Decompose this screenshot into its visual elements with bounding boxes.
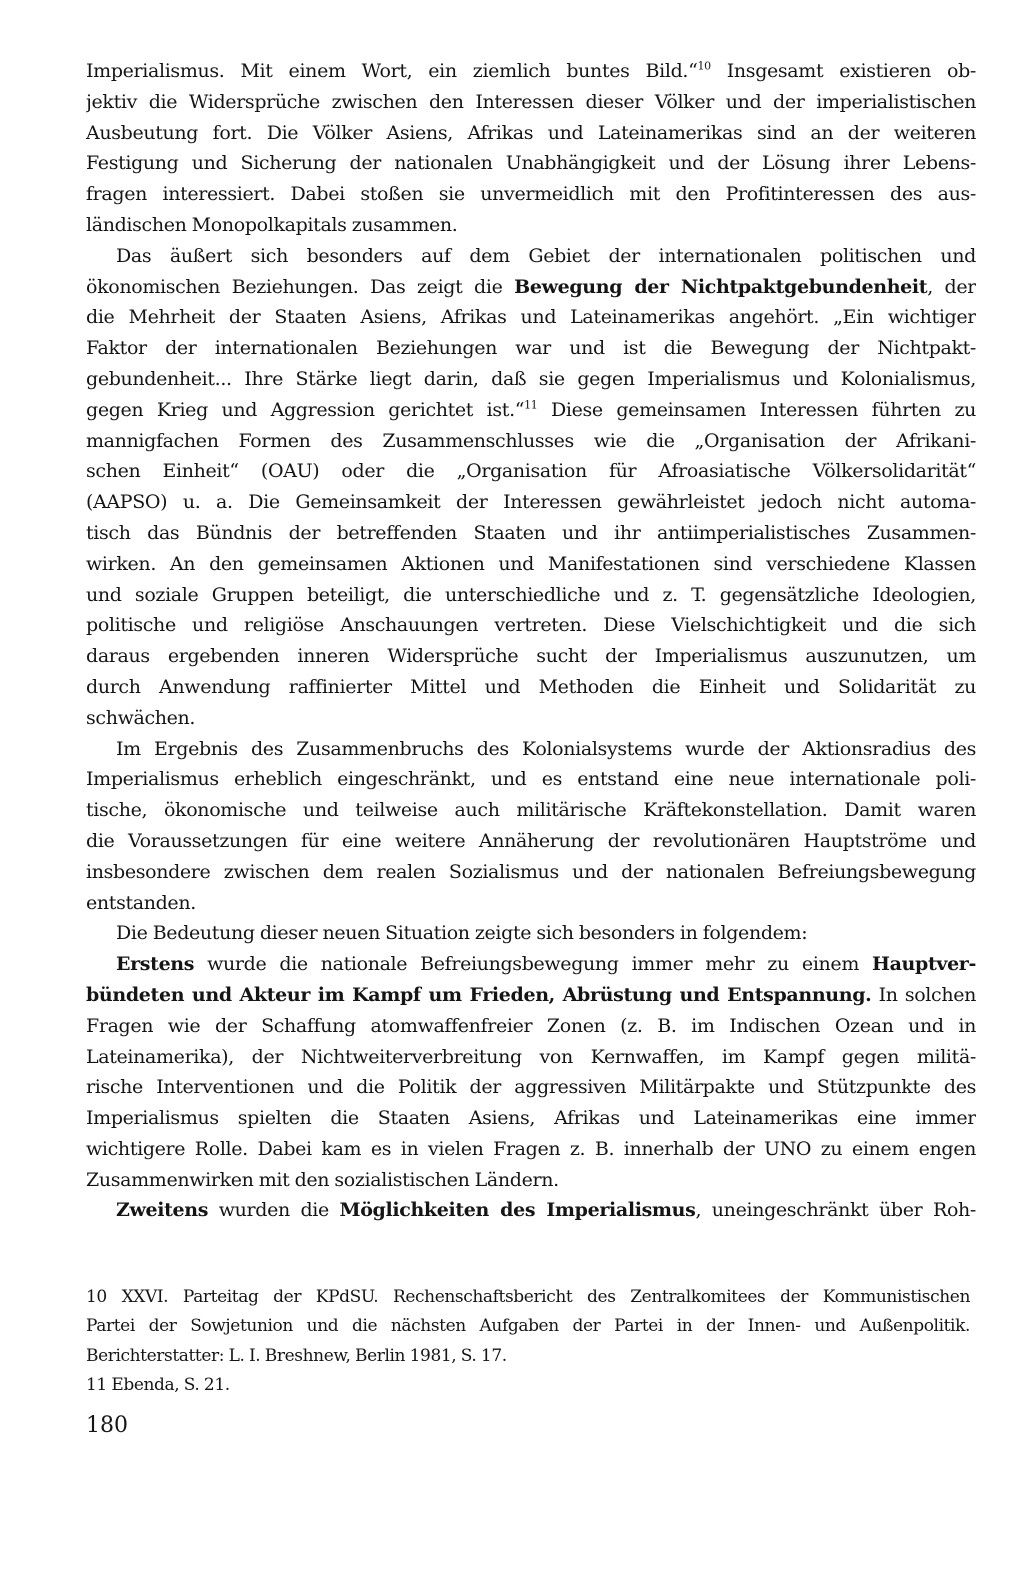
footnote-ref: 10 <box>697 59 711 73</box>
text-span: insbesondere zwischen dem realen Sozialismus und der nationalen Befreiungsbewegung <box>86 860 976 883</box>
text-span: tische, ökonomische und teilweise auch militärische Kräftekonstellation. Damit waren <box>86 799 976 822</box>
text-span: Faktor der internationalen Beziehungen war und ist die Bewegung der Nichtpakt- <box>86 337 976 360</box>
text-span: In solchen <box>871 983 976 1006</box>
text-span: mannigfachen Formen des Zusammenschlusses wie die „Organisation der Afrikani- <box>86 429 976 452</box>
text-line <box>86 364 976 395</box>
text-line <box>86 518 976 549</box>
text-line <box>86 764 976 795</box>
text-span: daraus ergebenden inneren Widersprüche sucht der Imperialismus auszunutzen, um <box>86 645 976 668</box>
text-span: wurde die nationale Befreiungsbewegung immer mehr zu einem <box>194 953 872 976</box>
body-text <box>86 56 976 1226</box>
text-span: gebundenheit... Ihre Stärke liegt darin, daß sie gegen Imperialismus und Kolonialismus, <box>86 367 976 390</box>
text-span: Festigung und Sicherung der nationalen Unabhängigkeit und der Lösung ihrer Lebens- <box>86 152 976 175</box>
text-span: fragen interessiert. Dabei stoßen sie unvermeidlich mit den Profitinteressen des aus- <box>86 183 976 206</box>
text-span: Das äußert sich besonders auf dem Gebiet der internationalen politischen und <box>116 244 976 267</box>
text-span: (AAPSO) u. a. Die Gemeinsamkeit der Interessen gewährleistet jedoch nicht automa- <box>86 491 976 514</box>
text-span: und soziale Gruppen beteiligt, die unterschiedliche und z. T. gegensätzliche Ideologien, <box>86 583 976 606</box>
text-line <box>86 949 976 980</box>
footnote-line: Partei der Sowjetunion und die nächsten Aufgaben der Partei in der Innen- und Außenpolitik. <box>86 1316 970 1337</box>
page-number: 180 <box>86 1413 128 1438</box>
text-line <box>86 549 976 580</box>
text-span: politische und religiöse Anschauungen vertreten. Diese Vielschichtigkeit und die sich <box>86 614 976 637</box>
text-span: ökonomischen Beziehungen. Das zeigt die <box>86 275 515 298</box>
text-line <box>86 918 976 949</box>
text-span: Insgesamt existieren ob- <box>710 60 976 82</box>
footnote-line: Berichterstatter: L. I. Breshnew, Berlin 1981, S. 17. <box>86 1345 507 1366</box>
bold-text: Zweitens <box>116 1199 209 1222</box>
text-line <box>86 826 976 857</box>
text-span: wichtigere Rolle. Dabei kam es in vielen Fragen z. B. innerhalb der UNO zu einem engen <box>86 1137 976 1160</box>
text-span: die Mehrheit der Staaten Asiens, Afrikas und Lateinamerikas angehört. „Ein wichtiger <box>86 306 976 329</box>
text-line <box>86 672 976 703</box>
text-span: , der <box>927 275 976 298</box>
text-line <box>86 395 976 426</box>
text-line <box>86 703 976 734</box>
text-span: Imperialismus spielten die Staaten Asiens, Afrikas und Lateinamerikas eine immer <box>86 1107 976 1130</box>
text-span: wirken. An den gemeinsamen Aktionen und Manifestationen sind verschiedene Klassen <box>86 552 976 575</box>
text-span: schen Einheit“ (OAU) oder die „Organisation für Afroasiatische Völkersolidarität“ <box>86 460 976 483</box>
text-line <box>86 302 976 333</box>
text-span: entstanden. <box>86 891 196 914</box>
text-line <box>86 795 976 826</box>
text-line <box>86 888 976 919</box>
text-line <box>86 56 976 87</box>
text-span: Zusammenwirken mit den sozialistischen Ländern. <box>86 1168 559 1191</box>
text-line <box>86 1103 976 1134</box>
text-line <box>86 610 976 641</box>
text-line <box>86 1165 976 1196</box>
text-line <box>86 857 976 888</box>
text-span: durch Anwendung raffinierter Mittel und Methoden die Einheit und Solidarität zu <box>86 675 976 698</box>
text-span: die Voraussetzungen für eine weitere Annäherung der revolutionären Hauptströme und <box>86 829 976 852</box>
text-span: Fragen wie der Schaffung atomwaffenfreier Zonen (z. B. im Indischen Ozean und in <box>86 1014 976 1037</box>
text-line <box>86 272 976 303</box>
text-span: Lateinamerika), der Nichtweiterverbreitung von Kernwaffen, im Kampf gegen militä- <box>86 1045 976 1068</box>
text-line <box>86 641 976 672</box>
text-line <box>86 1042 976 1073</box>
text-span: Im Ergebnis des Zusammenbruchs des Kolonialsystems wurde der Aktionsradius des <box>116 737 976 760</box>
text-span: Imperialismus. Mit einem Wort, ein ziemlich buntes Bild.“ <box>86 60 698 82</box>
text-line <box>86 980 976 1011</box>
bold-text: Möglichkeiten des Imperialismus <box>339 1199 696 1222</box>
text-span: schwächen. <box>86 706 196 729</box>
text-line <box>86 1011 976 1042</box>
text-line <box>86 580 976 611</box>
text-line <box>86 333 976 364</box>
footnote-line: 10 XXVI. Parteitag der KPdSU. Rechenschaftsbericht des Zentralkomitees der Kommunistischen <box>86 1287 970 1307</box>
text-line <box>86 1134 976 1165</box>
text-line <box>86 148 976 179</box>
text-line <box>86 179 976 210</box>
text-line <box>86 426 976 457</box>
bold-text: Bewegung der Nichtpaktgebundenheit <box>514 275 928 298</box>
text-line <box>86 1072 976 1103</box>
bold-text: Hauptver- <box>871 953 976 976</box>
text-line <box>86 456 976 487</box>
text-span: tisch das Bündnis der betreffenden Staaten und ihr antiimperialistisches Zusammen- <box>86 521 976 544</box>
bold-text: Erstens <box>116 953 195 976</box>
footnote-ref: 11 <box>524 398 538 412</box>
text-span: Die Bedeutung dieser neuen Situation zeigte sich besonders in folgendem: <box>116 922 808 945</box>
text-line <box>86 210 976 241</box>
text-line <box>86 1195 976 1226</box>
bold-text: bündeten und Akteur im Kampf um Frieden, Abrüstung und Entspannung. <box>86 983 872 1006</box>
footnotes <box>86 1283 970 1400</box>
text-line <box>86 87 976 118</box>
text-span: Diese gemeinsamen Interessen führten zu <box>537 398 976 421</box>
text-line <box>86 241 976 272</box>
text-span: jektiv die Widersprüche zwischen den Interessen dieser Völker und der imperialistischen <box>86 90 976 113</box>
text-span: , uneingeschränkt über Roh- <box>695 1199 976 1222</box>
text-span: wurden die <box>208 1199 340 1222</box>
text-span: gegen Krieg und Aggression gerichtet ist.“ <box>86 398 525 421</box>
text-line <box>86 118 976 149</box>
text-line <box>86 734 976 765</box>
text-span: ländischen Monopolkapitals zusammen. <box>86 213 458 236</box>
footnote-line: 11 Ebenda, S. 21. <box>86 1374 230 1395</box>
text-line <box>86 487 976 518</box>
text-span: Imperialismus erheblich eingeschränkt, und es entstand eine neue internationale poli- <box>86 768 976 791</box>
text-span: Ausbeutung fort. Die Völker Asiens, Afrikas und Lateinamerikas sind an der weiteren <box>86 121 976 144</box>
text-span: rische Interventionen und die Politik der aggressiven Militärpakte und Stützpunkte des <box>86 1076 976 1099</box>
